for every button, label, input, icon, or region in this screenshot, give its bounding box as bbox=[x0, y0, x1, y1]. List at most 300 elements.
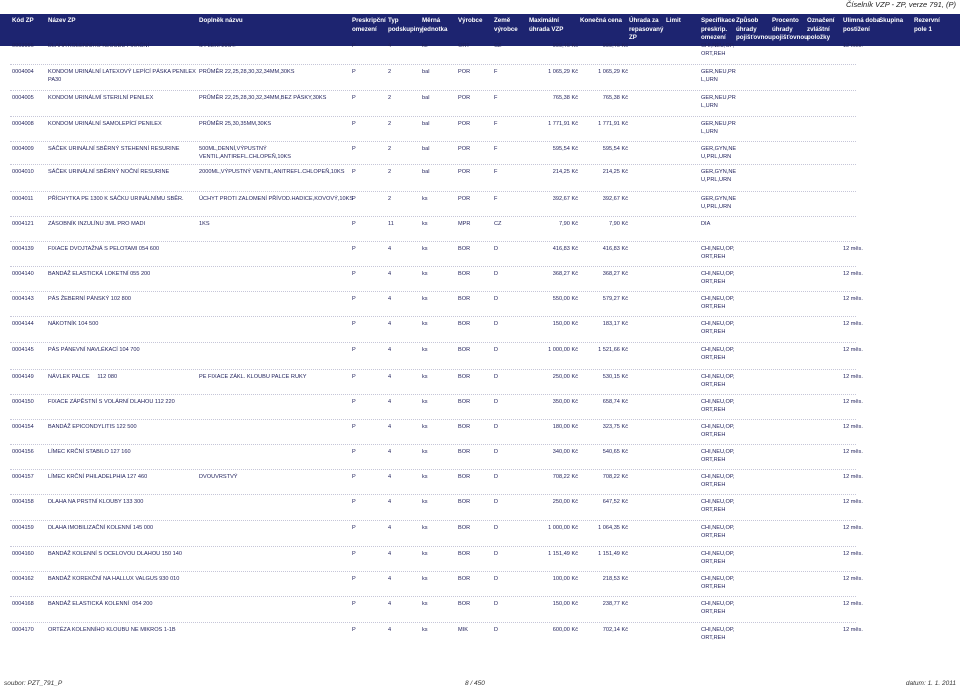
cell-typ: 4 bbox=[388, 551, 392, 557]
cell-konecna: 218,53 Kč bbox=[602, 576, 628, 582]
cell-konecna: 1 521,66 Kč bbox=[598, 347, 628, 353]
row-separator bbox=[10, 520, 856, 521]
cell-preskripcni: P bbox=[352, 424, 356, 430]
column-header-preskripcni: Preskripční omezení bbox=[352, 17, 386, 33]
row-separator bbox=[10, 469, 856, 470]
cell-kod: 0004156 bbox=[12, 449, 34, 455]
cell-maximalni: 7,90 Kč bbox=[559, 221, 578, 227]
cell-nazev: DLAHA IMOBILIZAČNÍ KOLENNÍ 145 000 bbox=[48, 525, 154, 531]
cell-jednotka: ks bbox=[422, 271, 428, 277]
cell-kod: 0004139 bbox=[12, 246, 34, 252]
cell-typ: 4 bbox=[388, 399, 392, 405]
cell-zeme: F bbox=[494, 95, 498, 101]
cell-zeme: F bbox=[494, 169, 498, 175]
cell-doplnek: DVOUVRSTVÝ bbox=[199, 474, 238, 480]
cell-nazev: SÁČEK URINÁLNÍ SBĚRNÝ STEHENNÍ RESURINE bbox=[48, 146, 180, 152]
cell-vyrobce: BOR bbox=[458, 474, 471, 480]
cell-zeme: D bbox=[494, 246, 499, 252]
cell-typ: 4 bbox=[388, 601, 392, 607]
row-separator bbox=[10, 444, 856, 445]
cell-vyrobce: BOR bbox=[458, 499, 471, 505]
cell-maximalni: 1 065,29 Kč bbox=[548, 69, 578, 75]
cell-preskripcni: P bbox=[352, 551, 356, 557]
row-separator bbox=[10, 191, 856, 192]
cell-nazev: BANDÁŽ ELASTICKÁ KOLENNÍ 054 200 bbox=[48, 601, 153, 607]
cell-preskripcni: P bbox=[352, 43, 356, 49]
cell-kod: 0004143 bbox=[12, 296, 34, 302]
cell-specifikace: GER,GYN,NE U,PRL,URN bbox=[701, 146, 737, 161]
cell-ulimna: 12 měs. bbox=[843, 347, 863, 353]
cell-konecna: 214,25 Kč bbox=[602, 169, 628, 175]
row-separator bbox=[10, 596, 856, 597]
cell-ulimna: 12 měs. bbox=[843, 246, 863, 252]
cell-kod: 0004154 bbox=[12, 424, 34, 430]
column-header-oznaceni: Označení zvláštní položky bbox=[807, 17, 835, 42]
cell-preskripcni: P bbox=[352, 576, 356, 582]
cell-maximalni: 100,00 Kč bbox=[552, 576, 578, 582]
cell-kod: 0004160 bbox=[12, 551, 34, 557]
cell-konecna: 1 064,35 Kč bbox=[598, 525, 628, 531]
footer-page-number: 8 / 450 bbox=[465, 680, 485, 687]
cell-ulimna: 12 měs. bbox=[843, 627, 863, 633]
table-row bbox=[0, 423, 960, 443]
cell-specifikace: CHI,NEU,OP, ORT,REH bbox=[701, 627, 735, 642]
row-separator bbox=[10, 164, 856, 165]
row-separator bbox=[10, 241, 856, 242]
cell-ulimna: 12 měs. bbox=[843, 551, 863, 557]
cell-specifikace: CHI,NEU,OP, ORT,REH bbox=[701, 424, 735, 439]
cell-nazev: PÁS PÁNEVNÍ NAVLÉKACÍ 104 700 bbox=[48, 347, 140, 353]
cell-nazev: SÁČEK URINÁLNÍ SBĚRNÝ NOČNÍ RESURINE bbox=[48, 169, 170, 175]
cell-typ: 4 bbox=[388, 576, 392, 582]
cell-kod: 0004159 bbox=[12, 525, 34, 531]
cell-preskripcni: P bbox=[352, 499, 356, 505]
cell-zeme: D bbox=[494, 321, 499, 327]
cell-konecna: 647,52 Kč bbox=[602, 499, 628, 505]
cell-doplnek: S FLEXÍ 20ST. bbox=[199, 43, 236, 49]
cell-konecna: 323,75 Kč bbox=[602, 424, 628, 430]
cell-kod: 0004162 bbox=[12, 576, 34, 582]
cell-maximalni: 150,00 Kč bbox=[552, 321, 578, 327]
cell-kod: 0004150 bbox=[12, 399, 34, 405]
cell-nazev: DLAHA KOLENNÍHO KLOUBU FIXAČNÍ bbox=[48, 43, 150, 49]
cell-jednotka: ks bbox=[422, 627, 428, 633]
cell-zeme: F bbox=[494, 69, 498, 75]
cell-nazev: BANDÁŽ KOREKČNÍ NA HALLUX VALGUS 930 010 bbox=[48, 576, 180, 582]
cell-konecna: 999,46 Kč bbox=[602, 43, 628, 49]
cell-vyrobce: BOR bbox=[458, 271, 471, 277]
cell-doplnek: 1KS bbox=[199, 221, 210, 227]
cell-maximalni: 250,00 Kč bbox=[552, 499, 578, 505]
row-separator bbox=[10, 394, 856, 395]
cell-konecna: 392,67 Kč bbox=[602, 196, 628, 202]
cell-ulimna: 12 měs. bbox=[843, 374, 863, 380]
cell-vyrobce: BOR bbox=[458, 601, 471, 607]
cell-maximalni: 392,67 Kč bbox=[552, 196, 578, 202]
cell-kod: 0004121 bbox=[12, 221, 34, 227]
cell-jednotka: ks bbox=[422, 601, 428, 607]
cell-specifikace: CHI,NEU,OP, ORT,REH bbox=[701, 347, 735, 362]
cell-preskripcni: P bbox=[352, 321, 356, 327]
cell-typ: 11 bbox=[388, 221, 394, 227]
cell-konecna: 1 065,29 Kč bbox=[598, 69, 628, 75]
cell-konecna: 368,27 Kč bbox=[602, 271, 628, 277]
cell-vyrobce: BOR bbox=[458, 321, 471, 327]
cell-jednotka: ks bbox=[422, 221, 428, 227]
cell-konecna: 702,14 Kč bbox=[602, 627, 628, 633]
cell-maximalni: 999,46 Kč bbox=[552, 43, 578, 49]
cell-vyrobce: POR bbox=[458, 69, 471, 75]
cell-jednotka: ks bbox=[422, 525, 428, 531]
cell-konecna: 1 771,91 Kč bbox=[598, 121, 628, 127]
cell-nazev: ZÁSOBNÍK INZULÍNU 3ML PRO MADI bbox=[48, 221, 146, 227]
column-header-zpusob: Způsob úhrady pojišťovnou bbox=[736, 17, 772, 42]
row-separator bbox=[10, 116, 856, 117]
cell-zeme: F bbox=[494, 146, 498, 152]
table-row bbox=[0, 245, 960, 265]
row-separator bbox=[10, 369, 856, 370]
cell-konecna: 658,74 Kč bbox=[602, 399, 628, 405]
cell-jednotka: ks bbox=[422, 551, 428, 557]
cell-vyrobce: BOR bbox=[458, 424, 471, 430]
column-header-vyrobce: Výrobce bbox=[458, 17, 483, 24]
cell-kod: 0004011 bbox=[12, 196, 34, 202]
cell-specifikace: CHI,NEU,OP, ORT,REH bbox=[701, 246, 735, 261]
cell-ulimna: 12 měs. bbox=[843, 296, 863, 302]
cell-nazev: BANDÁŽ KOLENNÍ S OCELOVOU DLAHOU 150 140 bbox=[48, 551, 182, 557]
row-separator bbox=[10, 291, 856, 292]
cell-vyrobce: BOR bbox=[458, 449, 471, 455]
column-header-skupina: Skupina bbox=[879, 17, 904, 24]
cell-maximalni: 1 771,91 Kč bbox=[548, 121, 578, 127]
cell-kod: 0004170 bbox=[12, 627, 34, 633]
cell-zeme: D bbox=[494, 551, 499, 557]
cell-konecna: 595,54 Kč bbox=[602, 146, 628, 152]
cell-kod: 0004157 bbox=[12, 474, 34, 480]
cell-kod: 0004004 bbox=[12, 69, 34, 75]
cell-jednotka: ks bbox=[422, 296, 428, 302]
cell-ulimna: 12 měs. bbox=[843, 399, 863, 405]
cell-zeme: D bbox=[494, 424, 499, 430]
cell-jednotka: ks bbox=[422, 246, 428, 252]
cell-zeme: D bbox=[494, 601, 499, 607]
cell-specifikace: CHI,NEU,OP, ORT,REH bbox=[701, 601, 735, 616]
cell-jednotka: bal bbox=[422, 169, 430, 175]
cell-kod: 0004005 bbox=[12, 95, 34, 101]
cell-ulimna: 12 měs. bbox=[843, 271, 863, 277]
cell-zeme: D bbox=[494, 296, 499, 302]
cell-nazev: NÁKOTNÍK 104 500 bbox=[48, 321, 99, 327]
cell-vyrobce: POR bbox=[458, 121, 471, 127]
cell-konecna: 530,15 Kč bbox=[602, 374, 628, 380]
table-row bbox=[0, 42, 960, 62]
cell-specifikace: CHI,NEU,OP, ORT,REH bbox=[701, 525, 735, 540]
table-row bbox=[0, 448, 960, 468]
row-separator bbox=[10, 342, 856, 343]
cell-specifikace: CHI,NEU,OP, ORT,REH bbox=[701, 576, 735, 591]
row-separator bbox=[10, 546, 856, 547]
cell-typ: 4 bbox=[388, 374, 392, 380]
cell-zeme: D bbox=[494, 627, 499, 633]
cell-konecna: 708,22 Kč bbox=[602, 474, 628, 480]
cell-preskripcni: P bbox=[352, 374, 356, 380]
column-header-uhrada: Úhrada za repasovaný ZP bbox=[629, 17, 664, 42]
cell-specifikace: CHI,NEU,OP, ORT,REH bbox=[701, 499, 735, 514]
column-header-zeme: Země výrobce bbox=[494, 17, 518, 33]
cell-doplnek: ÚCHYT PROTI ZALOMENÍ PŘÍVOD.HADICE,KOVOVÝ,10KS bbox=[199, 196, 354, 202]
table-row bbox=[0, 68, 960, 88]
cell-maximalni: 765,38 Kč bbox=[552, 95, 578, 101]
cell-kod: 0004168 bbox=[12, 601, 34, 607]
column-header-konecna: Konečná cena bbox=[580, 17, 622, 24]
cell-maximalni: 180,00 Kč bbox=[552, 424, 578, 430]
cell-zeme: D bbox=[494, 374, 499, 380]
table-row bbox=[0, 524, 960, 544]
table-row bbox=[0, 120, 960, 140]
cell-specifikace: GER,NEU,PR L,URN bbox=[701, 121, 736, 136]
cell-typ: 4 bbox=[388, 296, 392, 302]
cell-typ: 2 bbox=[388, 196, 392, 202]
cell-specifikace: CHI,NEU,OP, ORT,REH bbox=[701, 296, 735, 311]
cell-typ: 4 bbox=[388, 525, 392, 531]
footer-source: soubor: PZT_791_P bbox=[4, 680, 63, 687]
cell-jednotka: ks bbox=[422, 374, 428, 380]
cell-konecna: 416,83 Kč bbox=[602, 246, 628, 252]
cell-maximalni: 150,00 Kč bbox=[552, 601, 578, 607]
footer-date: datum: 1. 1. 2011 bbox=[905, 680, 956, 687]
row-separator bbox=[10, 90, 856, 91]
cell-kod: 0004144 bbox=[12, 321, 34, 327]
cell-nazev: LÍMEC KRČNÍ PHILADELPHIA 127 460 bbox=[48, 474, 148, 480]
cell-preskripcni: P bbox=[352, 221, 356, 227]
cell-maximalni: 550,00 Kč bbox=[552, 296, 578, 302]
column-header-limit: Limit bbox=[666, 17, 681, 24]
cell-preskripcni: P bbox=[352, 121, 356, 127]
cell-specifikace: GER,NEU,PR L,URN bbox=[701, 69, 736, 84]
cell-zeme: D bbox=[494, 399, 499, 405]
cell-maximalni: 708,22 Kč bbox=[552, 474, 578, 480]
cell-vyrobce: BOR bbox=[458, 347, 471, 353]
cell-nazev: ORTÉZA KOLENNÍHO KLOUBU NE MIKROS 1-1B bbox=[48, 627, 176, 633]
cell-specifikace: CHI,NEU,OP, ORT,REH bbox=[701, 374, 735, 389]
row-separator bbox=[10, 622, 856, 623]
cell-zeme: D bbox=[494, 271, 499, 277]
cell-doplnek: 500ML,DENNÍ,VÝPUSTNÝ VENTIL,ANTIREFL.CHLOPEŇ,10KS bbox=[199, 146, 292, 161]
cell-specifikace: CHI,NEU,OP, ORT,REH bbox=[701, 43, 735, 58]
table-row bbox=[0, 94, 960, 114]
column-header-doplnek: Doplněk názvu bbox=[199, 17, 243, 24]
cell-typ: 4 bbox=[388, 321, 392, 327]
column-header-typ: Typ podskupiny bbox=[388, 17, 423, 33]
row-separator bbox=[10, 216, 856, 217]
cell-konecna: 765,38 Kč bbox=[602, 95, 628, 101]
cell-kod: 0004010 bbox=[12, 169, 34, 175]
cell-jednotka: ks bbox=[422, 576, 428, 582]
cell-maximalni: 214,25 Kč bbox=[552, 169, 578, 175]
cell-specifikace: GER,NEU,PR L,URN bbox=[701, 95, 736, 110]
table-row bbox=[0, 600, 960, 620]
cell-jednotka: ks bbox=[422, 449, 428, 455]
table-row bbox=[0, 473, 960, 493]
cell-typ: 4 bbox=[388, 347, 392, 353]
cell-kod: 0003956 bbox=[12, 43, 34, 49]
cell-preskripcni: P bbox=[352, 449, 356, 455]
cell-jednotka: bal bbox=[422, 146, 430, 152]
table-row bbox=[0, 295, 960, 315]
cell-jednotka: ks bbox=[422, 424, 428, 430]
cell-specifikace: CHI,NEU,OP, ORT,REH bbox=[701, 551, 735, 566]
cell-nazev: KONDOM URINÁLNÍ SAMOLEPÍCÍ PENILEX bbox=[48, 121, 162, 127]
cell-typ: 4 bbox=[388, 271, 392, 277]
cell-zeme: D bbox=[494, 525, 499, 531]
cell-zeme: F bbox=[494, 196, 498, 202]
table-row bbox=[0, 626, 960, 646]
cell-ulimna: 12 měs. bbox=[843, 43, 863, 49]
cell-vyrobce: POR bbox=[458, 146, 471, 152]
cell-nazev: KONDOM URINÁLNÍ LATEXOVÝ LEPÍCÍ PÁSKA PENILEX PA30 bbox=[48, 69, 196, 84]
cell-jednotka: bal bbox=[422, 69, 430, 75]
cell-vyrobce: MPR bbox=[458, 221, 471, 227]
table-row bbox=[0, 195, 960, 215]
cell-zeme: D bbox=[494, 474, 499, 480]
cell-konecna: 183,17 Kč bbox=[602, 321, 628, 327]
cell-preskripcni: P bbox=[352, 169, 356, 175]
table-row bbox=[0, 220, 960, 240]
cell-jednotka: bal bbox=[422, 121, 430, 127]
cell-typ: 4 bbox=[388, 627, 392, 633]
column-header-specifikace: Specifikace preskrip. omezení bbox=[701, 17, 736, 42]
table-row bbox=[0, 498, 960, 518]
cell-specifikace: CHI,NEU,OP, ORT,REH bbox=[701, 399, 735, 414]
cell-specifikace: CHI,NEU,OP, ORT,REH bbox=[701, 474, 735, 489]
cell-typ: 2 bbox=[388, 169, 392, 175]
cell-doplnek: PRŮMĚR 22,25,28,30,32,34MM,30KS bbox=[199, 69, 295, 75]
cell-jednotka: ks bbox=[422, 474, 428, 480]
cell-maximalni: 600,00 Kč bbox=[552, 627, 578, 633]
cell-specifikace: CHI,NEU,OP, ORT,REH bbox=[701, 449, 735, 464]
column-header-nazev: Název ZP bbox=[48, 17, 76, 24]
cell-preskripcni: P bbox=[352, 95, 356, 101]
cell-nazev: BANDÁŽ EPICONDYLITIS 122 500 bbox=[48, 424, 137, 430]
column-header-procento: Procento úhrady pojišťovnou bbox=[772, 17, 808, 42]
table-row bbox=[0, 320, 960, 340]
row-separator bbox=[10, 64, 856, 65]
cell-specifikace: CHI,NEU,OP, ORT,REH bbox=[701, 271, 735, 286]
column-header-rezervni: Rezervní pole 1 bbox=[914, 17, 940, 33]
cell-vyrobce: BOR bbox=[458, 525, 471, 531]
cell-maximalni: 1 151,49 Kč bbox=[548, 551, 578, 557]
cell-vyrobce: POR bbox=[458, 196, 471, 202]
column-header-maximalni: Maximální úhrada VZP bbox=[529, 17, 564, 33]
cell-kod: 0004008 bbox=[12, 121, 34, 127]
column-header-jednotka: Měrná jednotka bbox=[422, 17, 448, 33]
cell-preskripcni: P bbox=[352, 474, 356, 480]
table-row bbox=[0, 575, 960, 595]
cell-typ: 4 bbox=[388, 43, 392, 49]
cell-kod: 0004009 bbox=[12, 146, 34, 152]
row-separator bbox=[10, 494, 856, 495]
cell-zeme: D bbox=[494, 449, 499, 455]
cell-typ: 2 bbox=[388, 121, 392, 127]
cell-jednotka: ks bbox=[422, 321, 428, 327]
cell-specifikace: CHI,NEU,OP, ORT,REH bbox=[701, 321, 735, 336]
cell-maximalni: 1 000,00 Kč bbox=[548, 525, 578, 531]
cell-konecna: 579,27 Kč bbox=[602, 296, 628, 302]
cell-preskripcni: P bbox=[352, 399, 356, 405]
cell-konecna: 238,77 Kč bbox=[602, 601, 628, 607]
cell-typ: 4 bbox=[388, 246, 392, 252]
cell-zeme: D bbox=[494, 576, 499, 582]
cell-nazev: FIXACE ZÁPĚSTNÍ S VOLÁRNÍ DLAHOU 112 220 bbox=[48, 399, 175, 405]
cell-konecna: 7,90 Kč bbox=[609, 221, 628, 227]
cell-doplnek: PE FIXACE ZÁKL. KLOUBU PALCE RUKY bbox=[199, 374, 307, 380]
cell-doplnek: PRŮMĚR 25,30,35MM,30KS bbox=[199, 121, 272, 127]
cell-typ: 2 bbox=[388, 146, 392, 152]
row-separator bbox=[10, 141, 856, 142]
cell-maximalni: 350,00 Kč bbox=[552, 399, 578, 405]
cell-doplnek: 2000ML,VÝPUSTNÝ VENTIL,ANITREFL.CHLOPEŇ,10KS bbox=[199, 169, 345, 175]
cell-doplnek: PRŮMĚR 22,25,28,30,32,34MM,BEZ PÁSKY,30KS bbox=[199, 95, 327, 101]
cell-maximalni: 416,83 Kč bbox=[552, 246, 578, 252]
cell-jednotka: ks bbox=[422, 499, 428, 505]
cell-specifikace: GER,GYN,NE U,PRL,URN bbox=[701, 196, 737, 211]
cell-preskripcni: P bbox=[352, 69, 356, 75]
cell-vyrobce: BOR bbox=[458, 374, 471, 380]
cell-nazev: NÁVLEK PALCE 112 080 bbox=[48, 374, 118, 380]
row-separator bbox=[10, 571, 856, 572]
row-separator bbox=[10, 316, 856, 317]
table-row bbox=[0, 550, 960, 570]
cell-maximalni: 595,54 Kč bbox=[552, 146, 578, 152]
cell-maximalni: 340,00 Kč bbox=[552, 449, 578, 455]
cell-zeme: D bbox=[494, 499, 499, 505]
cell-nazev: KONDOM URINÁLMÍ STERILNÍ PENILEX bbox=[48, 95, 154, 101]
cell-vyrobce: MIK bbox=[458, 627, 468, 633]
cell-nazev: DLAHA NA PRSTNÍ KLOUBY 133 300 bbox=[48, 499, 144, 505]
cell-typ: 4 bbox=[388, 499, 392, 505]
column-header-kod: Kód ZP bbox=[12, 17, 34, 24]
cell-preskripcni: P bbox=[352, 271, 356, 277]
cell-ulimna: 12 měs. bbox=[843, 321, 863, 327]
cell-vyrobce: BOR bbox=[458, 576, 471, 582]
cell-nazev: PŘÍCHYTKA PE 1300 K SÁČKU URINÁLNÍMU SBĚR. bbox=[48, 196, 184, 202]
cell-vyrobce: BOR bbox=[458, 296, 471, 302]
cell-preskripcni: P bbox=[352, 347, 356, 353]
cell-jednotka: ks bbox=[422, 347, 428, 353]
cell-typ: 4 bbox=[388, 474, 392, 480]
table-row bbox=[0, 168, 960, 188]
cell-preskripcni: P bbox=[352, 146, 356, 152]
cell-ulimna: 12 měs. bbox=[843, 601, 863, 607]
cell-preskripcni: P bbox=[352, 246, 356, 252]
cell-specifikace: GER,GYN,NE U,PRL,URN bbox=[701, 169, 737, 184]
cell-maximalni: 250,00 Kč bbox=[552, 374, 578, 380]
cell-vyrobce: ORT bbox=[458, 43, 470, 49]
cell-vyrobce: BOR bbox=[458, 551, 471, 557]
cell-ulimna: 12 měs. bbox=[843, 525, 863, 531]
row-separator bbox=[10, 419, 856, 420]
cell-preskripcni: P bbox=[352, 525, 356, 531]
cell-zeme: D bbox=[494, 347, 499, 353]
cell-kod: 0004145 bbox=[12, 347, 34, 353]
cell-zeme: CZ bbox=[494, 43, 502, 49]
cell-vyrobce: POR bbox=[458, 95, 471, 101]
cell-preskripcni: P bbox=[352, 296, 356, 302]
cell-ulimna: 12 měs. bbox=[843, 449, 863, 455]
cell-typ: 4 bbox=[388, 424, 392, 430]
cell-vyrobce: BOR bbox=[458, 246, 471, 252]
cell-vyrobce: POR bbox=[458, 169, 471, 175]
